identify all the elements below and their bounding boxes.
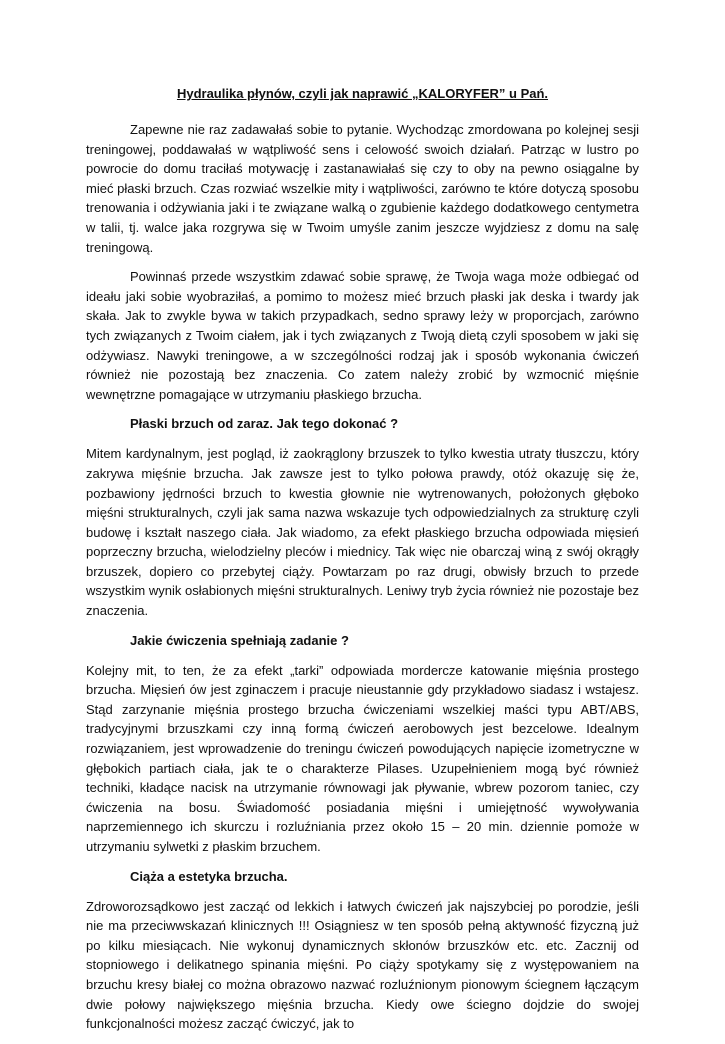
section-text-exercises: Kolejny mit, to ten, że za efekt „tarki” odpowiada mordercze katowanie mięśnia prostego brzucha. Mięsień ów jest zginaczem i pracuje nieustannie gdy przykładowo siadasz i wstajesz. Stąd zarzynanie mięśnia prostego brzucha ćwiczeniami wszelkiej maści typu ABT/ABS, tradycyjnymi brzuszkami czy inną formą ćwiczeń aerobowych jest bezcelowe. Idealnym rozwiązaniem, jest wprowadzenie do treningu ćwiczeń powodujących napięcie izometryczne w głębokich partiach ciała, jak te o charakterze Pilases. Uzupełnieniem mogą być również techniki, kładące nacisk na utrzymanie równowagi jak pływanie, wbrew pozorom taniec, czy ćwiczenia na bosu. Świadomość posiadania mięśni i umiejętność wywoływania naprzemiennego ich skurczu i rozluźniania przez około 15 – 20 min. dziennie pomoże w utrzymaniu sylwetki z płaskim brzuchem. bbox=[86, 662, 639, 854]
section-heading-exercises: Jakie ćwiczenia spełniają zadanie ? bbox=[130, 632, 349, 648]
document-page bbox=[86, 84, 639, 1044]
section-heading-pregnancy: Ciąża a estetyka brzucha. bbox=[130, 868, 288, 884]
section-text-pregnancy: Zdroworozsądkowo jest zacząć od lekkich i łatwych ćwiczeń jak najszybciej po porodzie, jeśli nie ma przeciwwskazań klinicznych !!! Osiągniesz w ten sposób pełną aktywność fizyczną już po kilku miesiącach. Nie wykonuj dynamicznych skłonów brzuszków etc. etc. Zacznij od stopniowego i delikatnego spinania mięśni. Po ciąży spotykamy się z występowaniem na brzuchu kresy białej co można obrazowo nazwać rozluźnionym pionowym ściegnem łączącym dwie połowy największego mięśnia brzucha. Kiedy owe ściegno dojdzie do swojej funkcjonalności możesz zacząć ćwiczyć, jak to bbox=[86, 898, 639, 1032]
document-title: Hydraulika płynów, czyli jak naprawić „KALORYFER” u Pań. bbox=[176, 86, 549, 101]
intro-paragraph-2: Powinnaś przede wszystkim zdawać sobie sprawę, że Twoja waga może odbiegać od ideału jaki sobie wyobraziłaś, a pomimo to możesz mieć brzuch płaski jak deska i twardy jak skała. Jak to zwykle bywa w takich przypadkach, sedno sprawy leży w proporcjach, zarówno tych związanych z Twoim ciałem, jak i tych związanych z Twoją dietą czyli sposobem w jaki się odżywiasz. Nawyki treningowe, a w szczególności rodzaj jak i sposób wykonania ćwiczeń również nie pozostają bez znaczenia. Co zatem należy zrobić by wzmocnić mięśnie wewnętrzne pomagające w utrzymaniu płaskiego brzucha. bbox=[86, 269, 639, 402]
section-text-flat-belly: Mitem kardynalnym, jest pogląd, iż zaokrąglony brzuszek to tylko kwestia utraty tłuszczu, który zakrywa mięśnie brzucha. Jak zawsze jest to tylko połowa prawdy, otóż okazuję się że, pozbawiony jędrności brzuch to kwestia głownie nie wytrenowanych, położonych głęboko mięśni strukturalnych, czyli jak sama nazwa wskazuje tych odpowiedzialnych za strukturę czyli budowę i kształt naszego ciała. Jak wiadomo, za efekt płaskiego brzucha odpowiada mięsień poprzeczny brzucha, wielodzielny pleców i miednicy. Tak więc nie obarczaj winą z swój okrągły brzuszek, dopiero co przebytej ciąży. Powtarzam po raz drugi, obwisły brzuch to przede wszystkim wynik osłabionych mięśni strukturalnych. Leniwy tryb życia również nie pozostaje bez znaczenia. bbox=[86, 446, 639, 619]
section-heading-flat-belly: Płaski brzuch od zaraz. Jak tego dokonać ? bbox=[130, 416, 399, 432]
intro-paragraph-1: Zapewne nie raz zadawałaś sobie to pytanie. Wychodząc zmordowana po kolejnej sesji treningowej, poddawałaś w wątpliwość sens i celowość swoich działań. Patrząc w lustro po powrocie do domu traciłaś motywację i zastanawiałaś się czy to oby na pewno osiągalne by mieć płaski brzuch. Czas rozwiać wszelkie mity i wątpliwości, zarówno te które dotyczą sposobu trenowania i odżywiania jaki i te związane walką o zgubienie każdego dodatkowego centymetra w talii, tj. walce jaka rozgrywa się w Twoim umyśle zanim jeszcze wyjdziesz z domu na salę treningową. bbox=[86, 122, 639, 255]
